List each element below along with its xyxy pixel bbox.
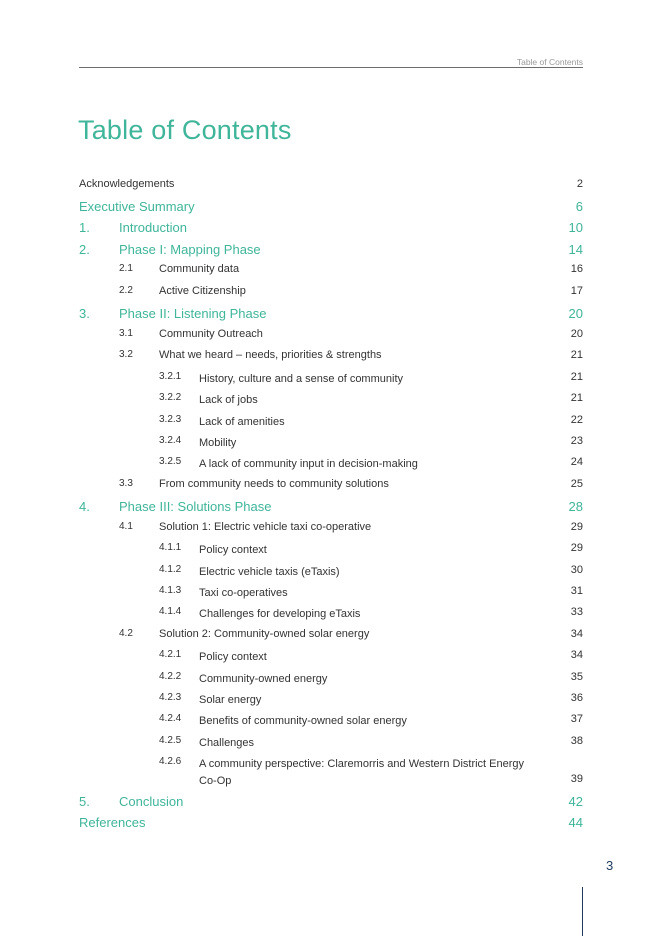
toc-entry-label: Solution 2: Community-owned solar energy xyxy=(159,628,370,640)
toc-entry-label: References xyxy=(79,815,146,830)
toc-entry-number: 2.2 xyxy=(119,285,133,296)
toc-entry[interactable] xyxy=(79,606,583,628)
toc-entry[interactable] xyxy=(79,542,583,564)
toc-entry-page: 34 xyxy=(570,649,583,661)
toc-entry-label: Phase II: Listening Phase xyxy=(119,306,267,321)
toc-entry-page: 36 xyxy=(570,692,583,704)
toc-entry-label: Electric vehicle taxis (eTaxis) xyxy=(199,566,340,578)
toc-entry-number: 3.2 xyxy=(119,349,133,360)
toc-entry-page: 31 xyxy=(570,585,583,597)
toc-entry[interactable] xyxy=(79,649,583,671)
toc-entry-page: 33 xyxy=(570,606,583,618)
toc-entry[interactable] xyxy=(79,521,583,542)
toc-entry-label: Policy context xyxy=(199,544,267,556)
toc-entry[interactable] xyxy=(79,435,583,456)
toc-entry-number: 2. xyxy=(79,242,90,257)
header-rule xyxy=(79,67,583,68)
toc-entry-label: Mobility xyxy=(199,437,237,449)
page-title: Table of Contents xyxy=(78,115,292,145)
toc-entry[interactable] xyxy=(79,499,583,521)
toc-entry-label: Policy context xyxy=(199,651,267,663)
toc-entry[interactable] xyxy=(79,735,583,756)
toc-entry-label: A community perspective: Claremorris and Western District Energy Co-Op xyxy=(199,758,525,787)
toc-entry[interactable] xyxy=(79,456,583,478)
toc-entry-label: Solar energy xyxy=(199,694,262,706)
toc-entry-page: 37 xyxy=(570,713,583,725)
toc-entry-number: 4.2.3 xyxy=(159,692,182,703)
toc-entry-number: 3.2.2 xyxy=(159,392,182,403)
toc-entry-number: 4.2.4 xyxy=(159,713,182,724)
toc-entry-label: Executive Summary xyxy=(79,199,195,214)
toc-entry-number: 4.2.6 xyxy=(159,756,182,767)
toc-entry-page: 30 xyxy=(570,564,583,576)
toc-entry-label: Phase III: Solutions Phase xyxy=(119,499,272,514)
toc-entry-label: Community Outreach xyxy=(159,328,263,340)
toc-entry-page: 6 xyxy=(575,199,583,214)
toc-entry[interactable] xyxy=(79,671,583,692)
toc-entry-label: From community needs to community solutions xyxy=(159,478,389,490)
toc-entry-label: Lack of amenities xyxy=(199,416,285,428)
toc-entry-label: Solution 1: Electric vehicle taxi co-operative xyxy=(159,521,372,533)
toc-entry-number: 3. xyxy=(79,306,90,321)
toc-entry-number: 4.2.2 xyxy=(159,671,182,682)
toc-entry-page: 17 xyxy=(570,285,583,297)
toc-entry-page: 28 xyxy=(568,499,583,514)
page-number: 3 xyxy=(606,858,614,873)
toc-entry-page: 44 xyxy=(568,815,583,830)
toc-entry[interactable] xyxy=(79,815,583,836)
toc-entry-label: Lack of jobs xyxy=(199,394,258,406)
toc-entry-number: 3.1 xyxy=(119,328,133,339)
toc-entry[interactable] xyxy=(79,220,583,242)
toc-entry-label: Community data xyxy=(159,263,240,275)
toc-entry-page: 42 xyxy=(568,794,583,809)
toc-entry-number: 4.2 xyxy=(119,628,133,639)
toc-entry-number: 4.2.5 xyxy=(159,735,182,746)
table-of-contents xyxy=(79,178,583,836)
toc-entry-number: 4.1.2 xyxy=(159,564,182,575)
toc-entry-label: History, culture and a sense of community xyxy=(199,373,403,385)
toc-entry-number: 2.1 xyxy=(119,263,133,274)
toc-entry-page: 39 xyxy=(570,773,583,785)
toc-entry-number: 4.1.3 xyxy=(159,585,182,596)
toc-entry[interactable] xyxy=(79,199,583,220)
toc-entry[interactable] xyxy=(79,306,583,328)
toc-entry-label: A lack of community input in decision-making xyxy=(199,458,418,470)
toc-entry-number: 4.2.1 xyxy=(159,649,182,660)
toc-entry-label: Community-owned energy xyxy=(199,673,328,685)
toc-entry-page: 10 xyxy=(568,220,583,235)
toc-entry[interactable] xyxy=(79,692,583,713)
toc-entry[interactable] xyxy=(79,263,583,285)
toc-entry[interactable] xyxy=(79,478,583,499)
toc-entry[interactable] xyxy=(79,178,583,199)
toc-entry-page: 24 xyxy=(570,456,583,468)
toc-entry-number: 1. xyxy=(79,220,90,235)
toc-entry-label: Benefits of community-owned solar energy xyxy=(199,715,407,727)
toc-entry-page: 22 xyxy=(570,414,583,426)
toc-entry-page: 20 xyxy=(568,306,583,321)
toc-entry-number: 3.3 xyxy=(119,478,133,489)
toc-entry[interactable] xyxy=(79,628,583,649)
toc-entry-label: Active Citizenship xyxy=(159,285,246,297)
toc-entry[interactable] xyxy=(79,328,583,349)
toc-entry[interactable] xyxy=(79,392,583,414)
toc-entry-page: 2 xyxy=(576,178,583,190)
toc-entry-page: 38 xyxy=(570,735,583,747)
toc-entry-label: Conclusion xyxy=(119,794,184,809)
toc-entry-page: 14 xyxy=(568,242,583,257)
toc-entry-page: 20 xyxy=(570,328,583,340)
toc-entry-number: 3.2.3 xyxy=(159,414,182,425)
toc-entry[interactable] xyxy=(79,794,583,815)
toc-entry-page: 34 xyxy=(570,628,583,640)
toc-entry[interactable] xyxy=(79,564,583,585)
toc-entry-number: 4.1.1 xyxy=(159,542,182,553)
toc-entry[interactable] xyxy=(79,349,583,371)
toc-entry[interactable] xyxy=(79,371,583,392)
toc-entry-page: 25 xyxy=(570,478,583,490)
toc-entry-label: Phase I: Mapping Phase xyxy=(119,242,261,257)
toc-entry[interactable] xyxy=(79,585,583,606)
toc-entry-number: 3.2.1 xyxy=(159,371,182,382)
toc-entry-page: 29 xyxy=(570,542,583,554)
toc-entry-number: 4.1 xyxy=(119,521,133,532)
toc-entry[interactable] xyxy=(79,713,583,735)
toc-entry-label: What we heard – needs, priorities & strengths xyxy=(159,349,382,361)
toc-entry-page: 23 xyxy=(570,435,583,447)
toc-entry-label: Challenges for developing eTaxis xyxy=(199,608,361,620)
toc-entry-page: 21 xyxy=(570,371,583,383)
toc-entry-page: 35 xyxy=(570,671,583,683)
toc-entry-page: 29 xyxy=(570,521,583,533)
toc-entry-page: 21 xyxy=(570,349,583,361)
toc-entry[interactable] xyxy=(79,285,583,306)
toc-entry-number: 3.2.5 xyxy=(159,456,182,467)
footer-rule xyxy=(582,887,583,936)
toc-entry[interactable] xyxy=(79,756,583,794)
toc-entry[interactable] xyxy=(79,414,583,435)
toc-entry-number: 4.1.4 xyxy=(159,606,182,617)
toc-entry-number: 5. xyxy=(79,794,90,809)
toc-entry-label: Introduction xyxy=(119,220,187,235)
toc-entry-label: Challenges xyxy=(199,737,255,749)
toc-entry-page: 21 xyxy=(570,392,583,404)
toc-entry-page: 16 xyxy=(570,263,583,275)
running-header: Table of Contents xyxy=(516,57,583,67)
toc-entry[interactable] xyxy=(79,242,583,263)
toc-entry-number: 4. xyxy=(79,499,90,514)
toc-entry-number: 3.2.4 xyxy=(159,435,182,446)
toc-entry-label: Taxi co-operatives xyxy=(199,587,288,599)
toc-entry-label: Acknowledgements xyxy=(79,178,175,190)
